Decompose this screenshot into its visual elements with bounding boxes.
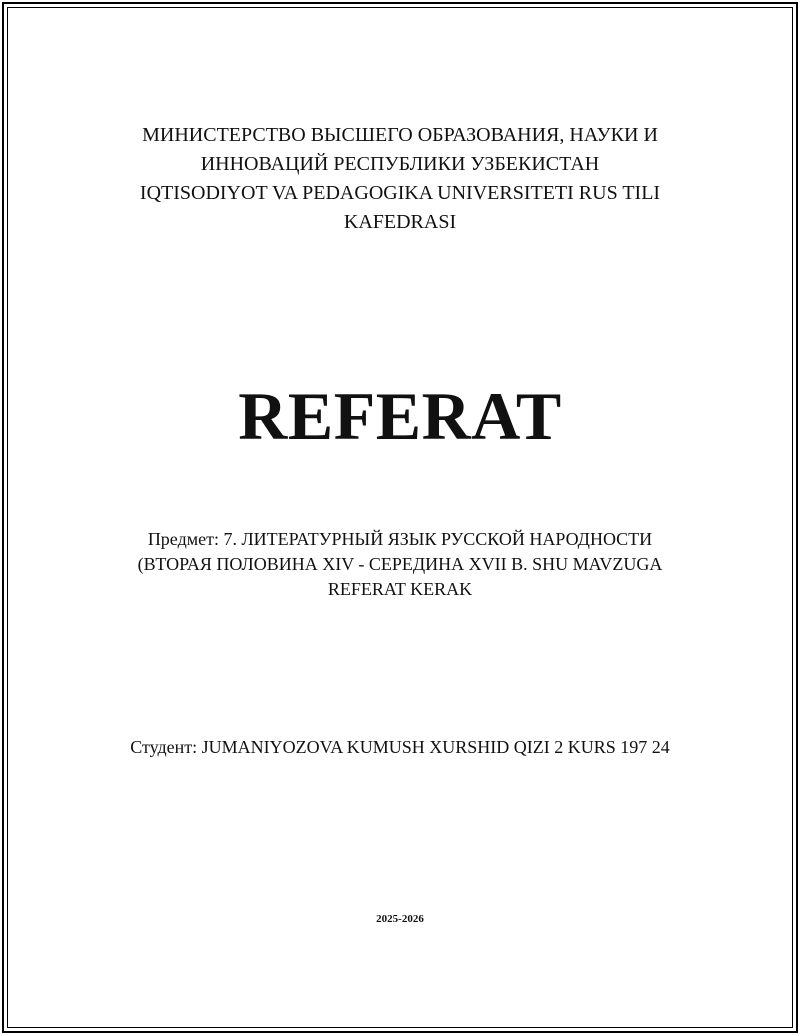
subject-line: Предмет: 7. ЛИТЕРАТУРНЫЙ ЯЗЫК РУССКОЙ НАРОДНОСТИ bbox=[147, 529, 653, 549]
subject-line: REFERAT KERAK bbox=[327, 579, 473, 599]
academic-year: 2025-2026 bbox=[376, 913, 424, 925]
document-title: REFERAT bbox=[238, 378, 562, 454]
subject-line: (ВТОРАЯ ПОЛОВИНА XIV - СЕРЕДИНА XVII В. SHU MAVZUGA bbox=[137, 554, 663, 574]
subject-block bbox=[90, 527, 710, 602]
header-line: ИННОВАЦИЙ РЕСПУБЛИКИ УЗБЕКИСТАН bbox=[200, 153, 600, 175]
header-line: IQTISODIYOT VA PEDAGOGIKA UNIVERSITETI RUS TILI bbox=[139, 182, 661, 204]
institution-header bbox=[90, 121, 710, 237]
student-line: Студент: JUMANIYOZOVA KUMUSH XURSHID QIZI 2 KURS 197 24 bbox=[130, 737, 670, 757]
header-line: МИНИСТЕРСТВО ВЫСШЕГО ОБРАЗОВАНИЯ, НАУКИ И bbox=[142, 124, 658, 146]
header-line: KAFEDRASI bbox=[343, 211, 457, 233]
